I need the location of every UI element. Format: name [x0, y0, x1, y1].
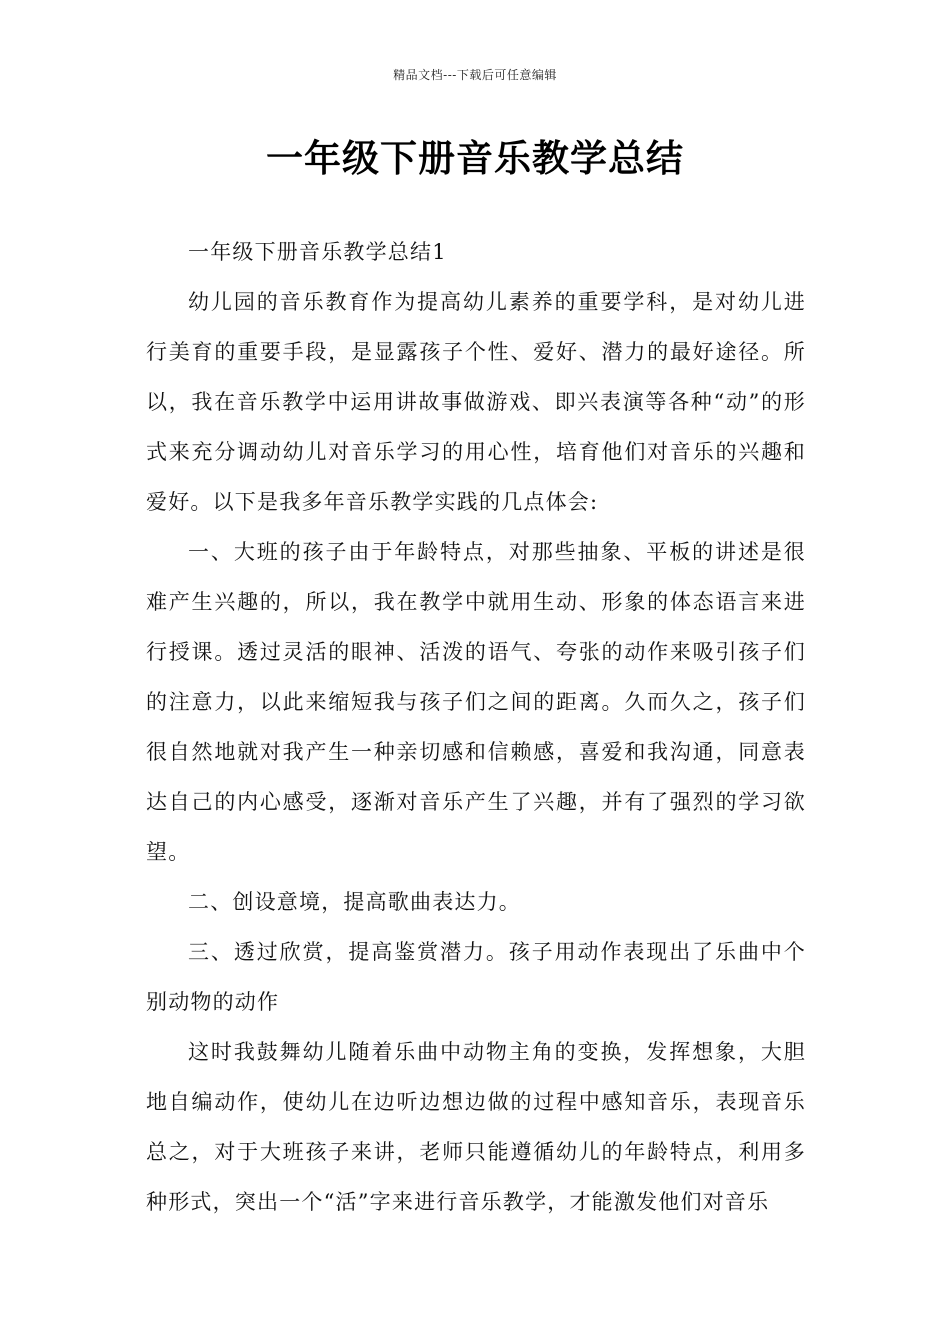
paragraph: 这时我鼓舞幼儿随着乐曲中动物主角的变换，发挥想象，大胆地自编动作，使幼儿在边听边想边做的过程中感知音乐，表现音乐总之，对于大班孩子来讲，老师只能遵循幼儿的年龄特点，利用多种形式，突出一个“活”字来进行音乐教学，才能激发他们对音乐 [146, 1040, 806, 1214]
document-body [146, 227, 806, 1227]
paragraph: 一、大班的孩子由于年龄特点，对那些抽象、平板的讲述是很难产生兴趣的，所以，我在教学中就用生动、形象的体态语言来进行授课。透过灵活的眼神、活泼的语气、夸张的动作来吸引孩子们的注意力，以此来缩短我与孩子们之间的距离。久而久之，孩子们很自然地就对我产生一种亲切感和信赖感，喜爱和我沟通，同意表达自己的内心感受，逐渐对音乐产生了兴趣，并有了强烈的学习欲望。 [146, 540, 806, 864]
paragraph: 二、创设意境，提高歌曲表达力。 [188, 890, 521, 914]
section-heading: 一年级下册音乐教学总结1 [188, 240, 447, 264]
paragraph: 三、透过欣赏，提高鉴赏潜力。孩子用动作表现出了乐曲中个别动物的动作 [146, 940, 806, 1014]
document-title: 一年级下册音乐教学总结 [266, 137, 684, 180]
header-note: 精品文档---下载后可任意编辑 [393, 68, 557, 82]
paragraph: 幼儿园的音乐教育作为提高幼儿素养的重要学科，是对幼儿进行美育的重要手段，是显露孩子个性、爱好、潜力的最好途径。所以，我在音乐教学中运用讲故事做游戏、即兴表演等各种“动”的形式来充分调动幼儿对音乐学习的用心性，培育他们对音乐的兴趣和爱好。以下是我多年音乐教学实践的几点体会: [146, 290, 806, 514]
